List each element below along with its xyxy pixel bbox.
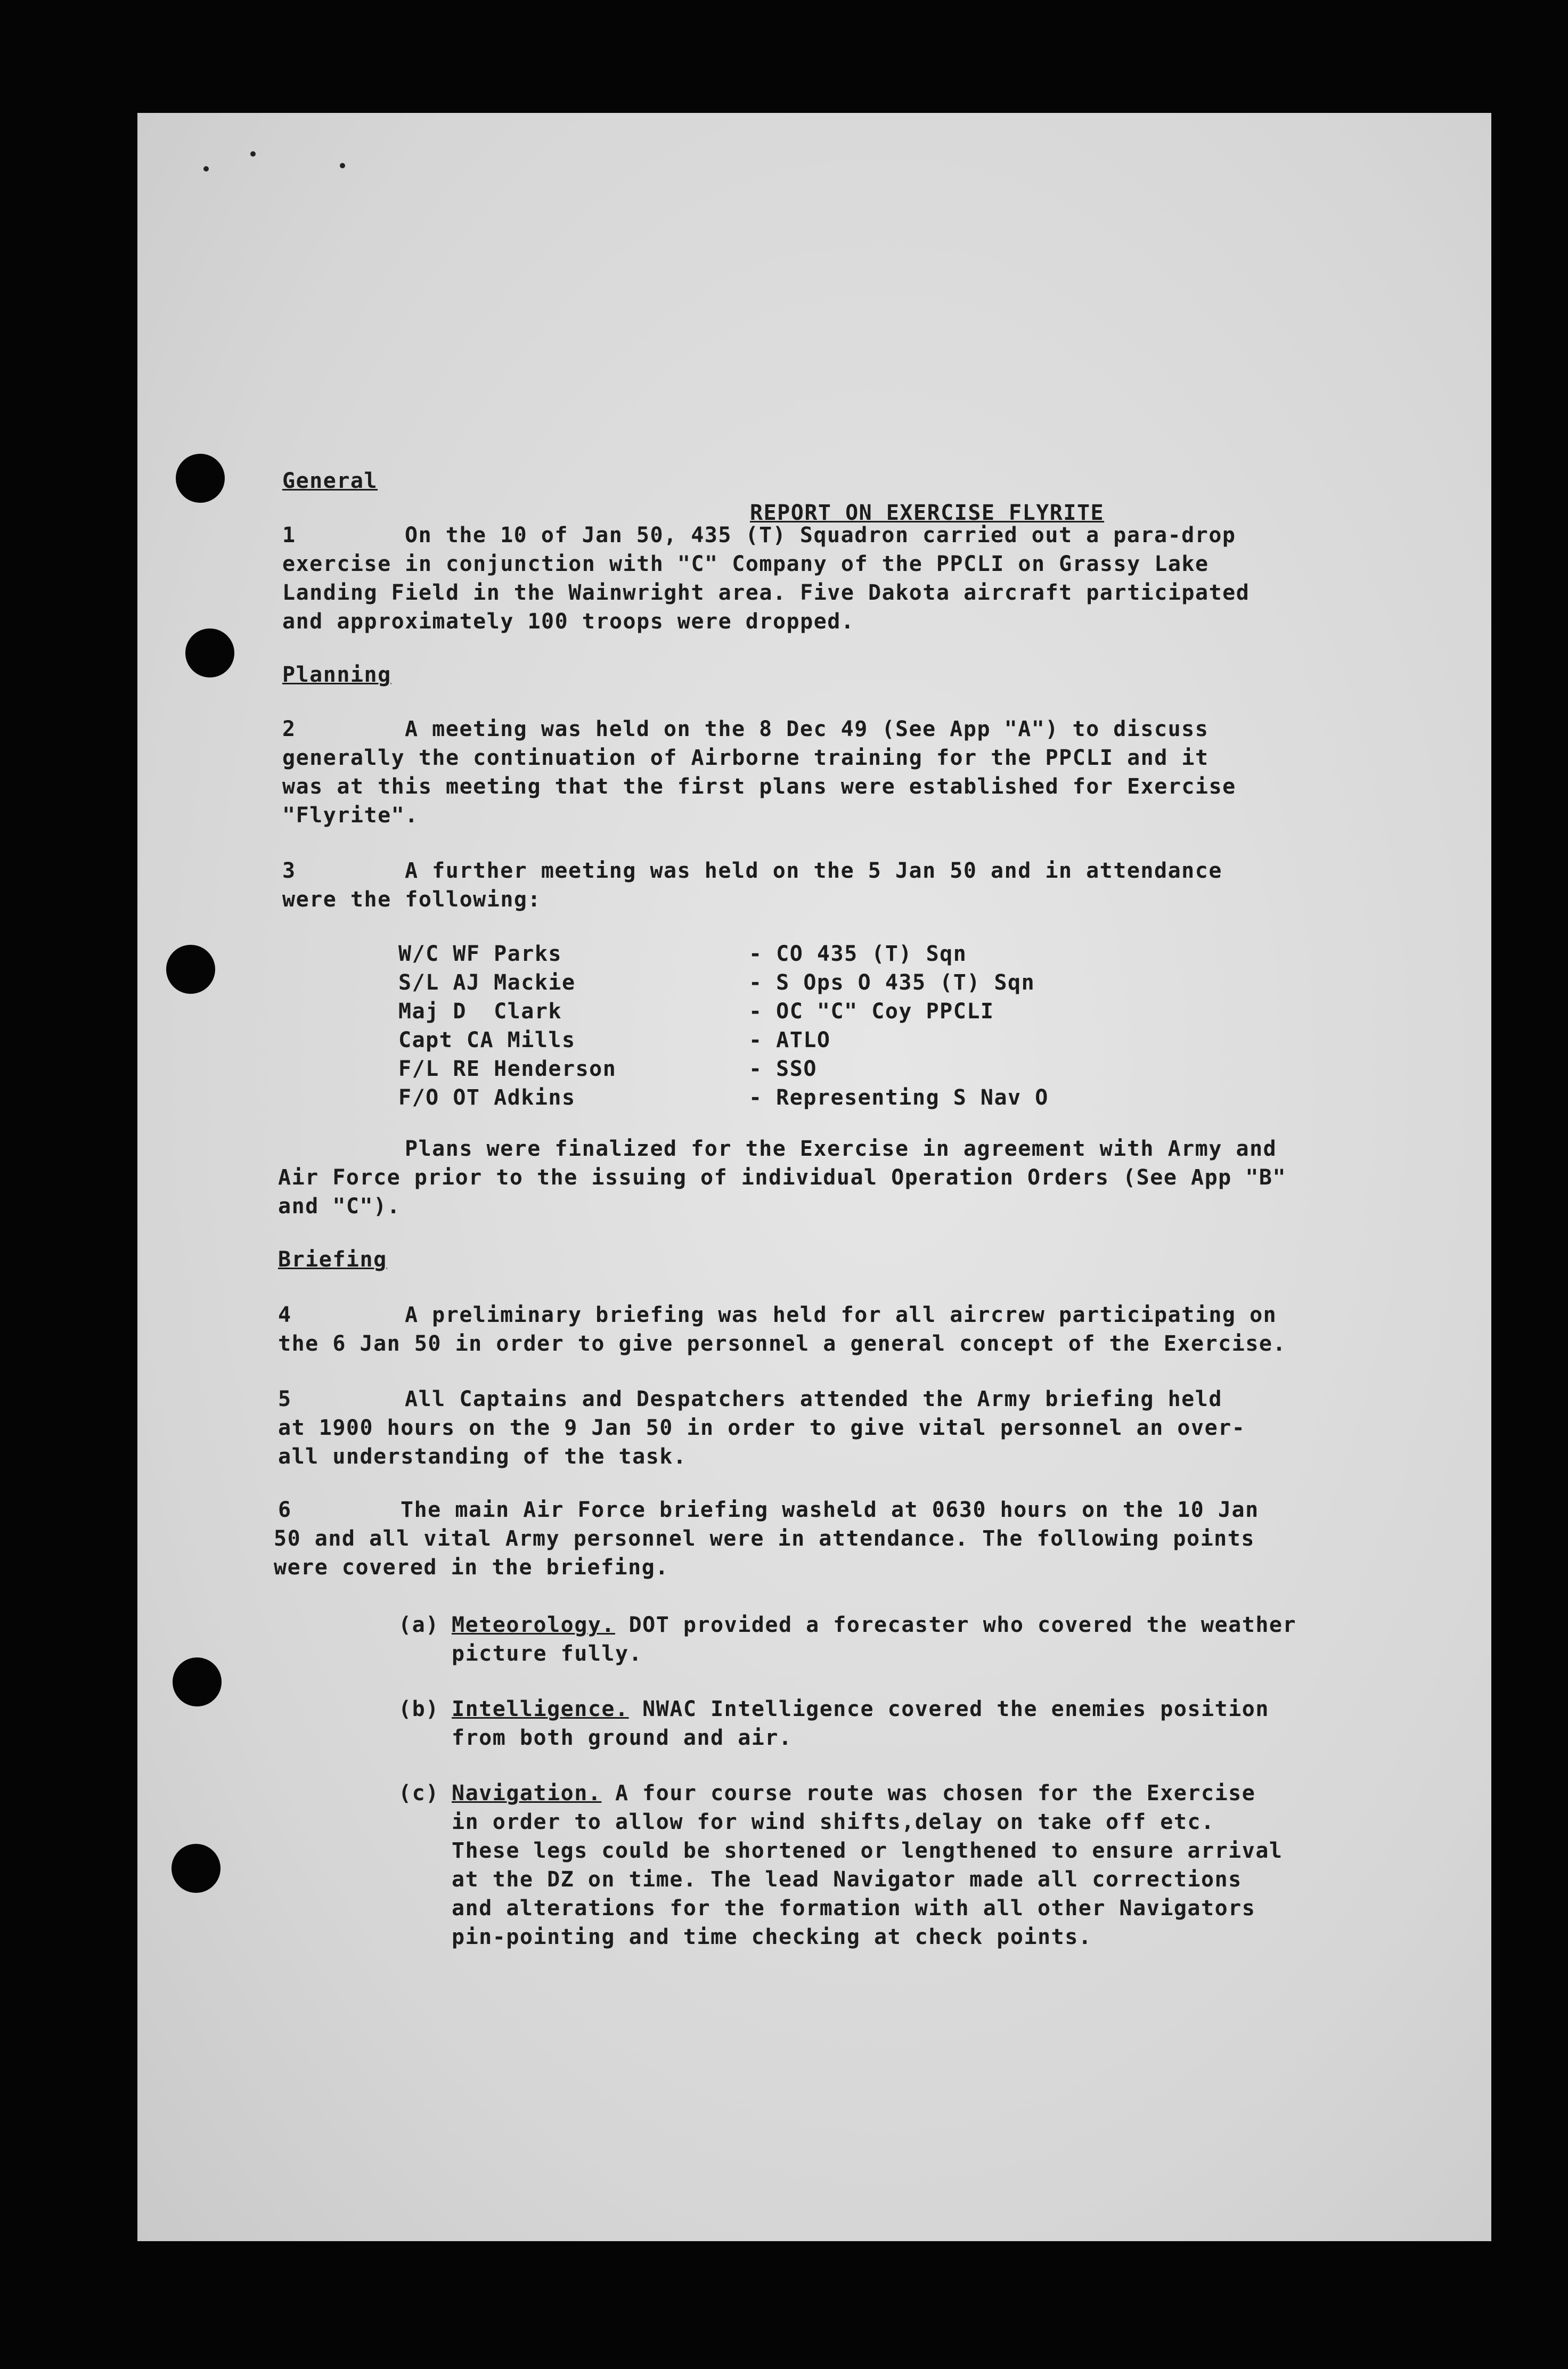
attendee-name: F/L RE Henderson xyxy=(398,1057,617,1081)
para-line: at 1900 hours on the 9 Jan 50 in order to give vital personnel an over- xyxy=(278,1416,1246,1440)
heading-briefing: Briefing xyxy=(278,1247,387,1272)
document-page xyxy=(137,113,1491,2241)
para-line: all understanding of the task. xyxy=(278,1444,687,1469)
para-line: and "C"). xyxy=(278,1194,401,1219)
attendee-name: F/O OT Adkins xyxy=(398,1085,576,1110)
para-line: generally the continuation of Airborne training for the PPCLI and it xyxy=(282,746,1209,770)
para-number: 4 xyxy=(278,1303,292,1327)
punch-hole xyxy=(166,945,215,994)
attendee-role: - S Ops O 435 (T) Sqn xyxy=(749,970,1035,995)
attendee-name: Capt CA Mills xyxy=(398,1028,576,1052)
para-number: 1 xyxy=(282,523,296,548)
para-line: Plans were finalized for the Exercise in agreement with Army and xyxy=(405,1137,1277,1161)
para-line: The main Air Force briefing washeld at 0630 hours on the 10 Jan xyxy=(401,1498,1259,1522)
item-label: (c) xyxy=(398,1781,439,1806)
item-line: in order to allow for wind shifts,delay on take off etc. xyxy=(452,1810,1215,1834)
ink-speck xyxy=(250,151,256,157)
para-line: 50 and all vital Army personnel were in attendance. The following points xyxy=(274,1526,1255,1551)
item-text: A four course route was chosen for the Exercise xyxy=(601,1781,1256,1806)
item-line xyxy=(452,1611,1296,1639)
attendee-role: - Representing S Nav O xyxy=(749,1085,1049,1110)
para-line: On the 10 of Jan 50, 435 (T) Squadron carried out a para-drop xyxy=(405,523,1236,548)
attendee-role: - CO 435 (T) Sqn xyxy=(749,942,967,966)
attendee-name: W/C WF Parks xyxy=(398,942,562,966)
item-line xyxy=(452,1779,1255,1808)
punch-hole xyxy=(176,454,225,503)
para-number: 3 xyxy=(282,859,296,883)
para-line: A meeting was held on the 8 Dec 49 (See App "A") to discuss xyxy=(405,717,1209,741)
para-line: and approximately 100 troops were dropped. xyxy=(282,609,855,634)
para-number: 6 xyxy=(278,1498,292,1522)
item-label: (a) xyxy=(398,1613,439,1637)
item-term: Navigation. xyxy=(452,1781,602,1806)
para-line: was at this meeting that the first plans were established for Exercise xyxy=(282,774,1236,799)
item-text: NWAC Intelligence covered the enemies position xyxy=(628,1697,1269,1721)
heading-planning: Planning xyxy=(282,663,391,687)
para-line: All Captains and Despatchers attended the Army briefing held xyxy=(405,1387,1222,1411)
attendee-name: Maj D Clark xyxy=(398,999,562,1024)
item-line: These legs could be shortened or lengthened to ensure arrival xyxy=(452,1839,1283,1863)
item-term: Meteorology. xyxy=(452,1613,615,1637)
para-line: A further meeting was held on the 5 Jan 50 and in attendance xyxy=(405,859,1222,883)
document-title: REPORT ON EXERCISE FLYRITE xyxy=(750,501,1105,525)
heading-general: General xyxy=(282,469,378,493)
punch-hole xyxy=(173,1657,222,1706)
item-line: from both ground and air. xyxy=(452,1726,793,1750)
item-term: Intelligence. xyxy=(452,1697,629,1721)
attendee-role: - SSO xyxy=(749,1057,817,1081)
para-number: 2 xyxy=(282,717,296,741)
item-label: (b) xyxy=(398,1697,439,1721)
para-line: Air Force prior to the issuing of individual Operation Orders (See App "B" xyxy=(278,1165,1287,1190)
para-line: Landing Field in the Wainwright area. Five Dakota aircraft participated xyxy=(282,581,1250,605)
punch-hole xyxy=(172,1844,220,1893)
punch-hole xyxy=(185,628,234,677)
attendee-role: - OC "C" Coy PPCLI xyxy=(749,999,994,1024)
para-line: the 6 Jan 50 in order to give personnel a general concept of the Exercise. xyxy=(278,1331,1287,1356)
ink-speck xyxy=(203,166,209,171)
para-line: "Flyrite". xyxy=(282,803,419,828)
item-line: and alterations for the formation with all other Navigators xyxy=(452,1896,1256,1921)
item-line: picture fully. xyxy=(452,1641,643,1666)
para-line: exercise in conjunction with "C" Company of the PPCLI on Grassy Lake xyxy=(282,552,1209,576)
item-line: at the DZ on time. The lead Navigator made all corrections xyxy=(452,1867,1242,1892)
para-line: were the following: xyxy=(282,887,542,912)
para-number: 5 xyxy=(278,1387,292,1411)
item-line: pin-pointing and time checking at check points. xyxy=(452,1925,1092,1949)
attendee-role: - ATLO xyxy=(749,1028,831,1052)
para-line: A preliminary briefing was held for all aircrew participating on xyxy=(405,1303,1277,1327)
item-line xyxy=(452,1695,1269,1723)
para-line: were covered in the briefing. xyxy=(274,1555,669,1580)
item-text: DOT provided a forecaster who covered the weather xyxy=(615,1613,1297,1637)
ink-speck xyxy=(340,163,345,168)
attendee-name: S/L AJ Mackie xyxy=(398,970,576,995)
